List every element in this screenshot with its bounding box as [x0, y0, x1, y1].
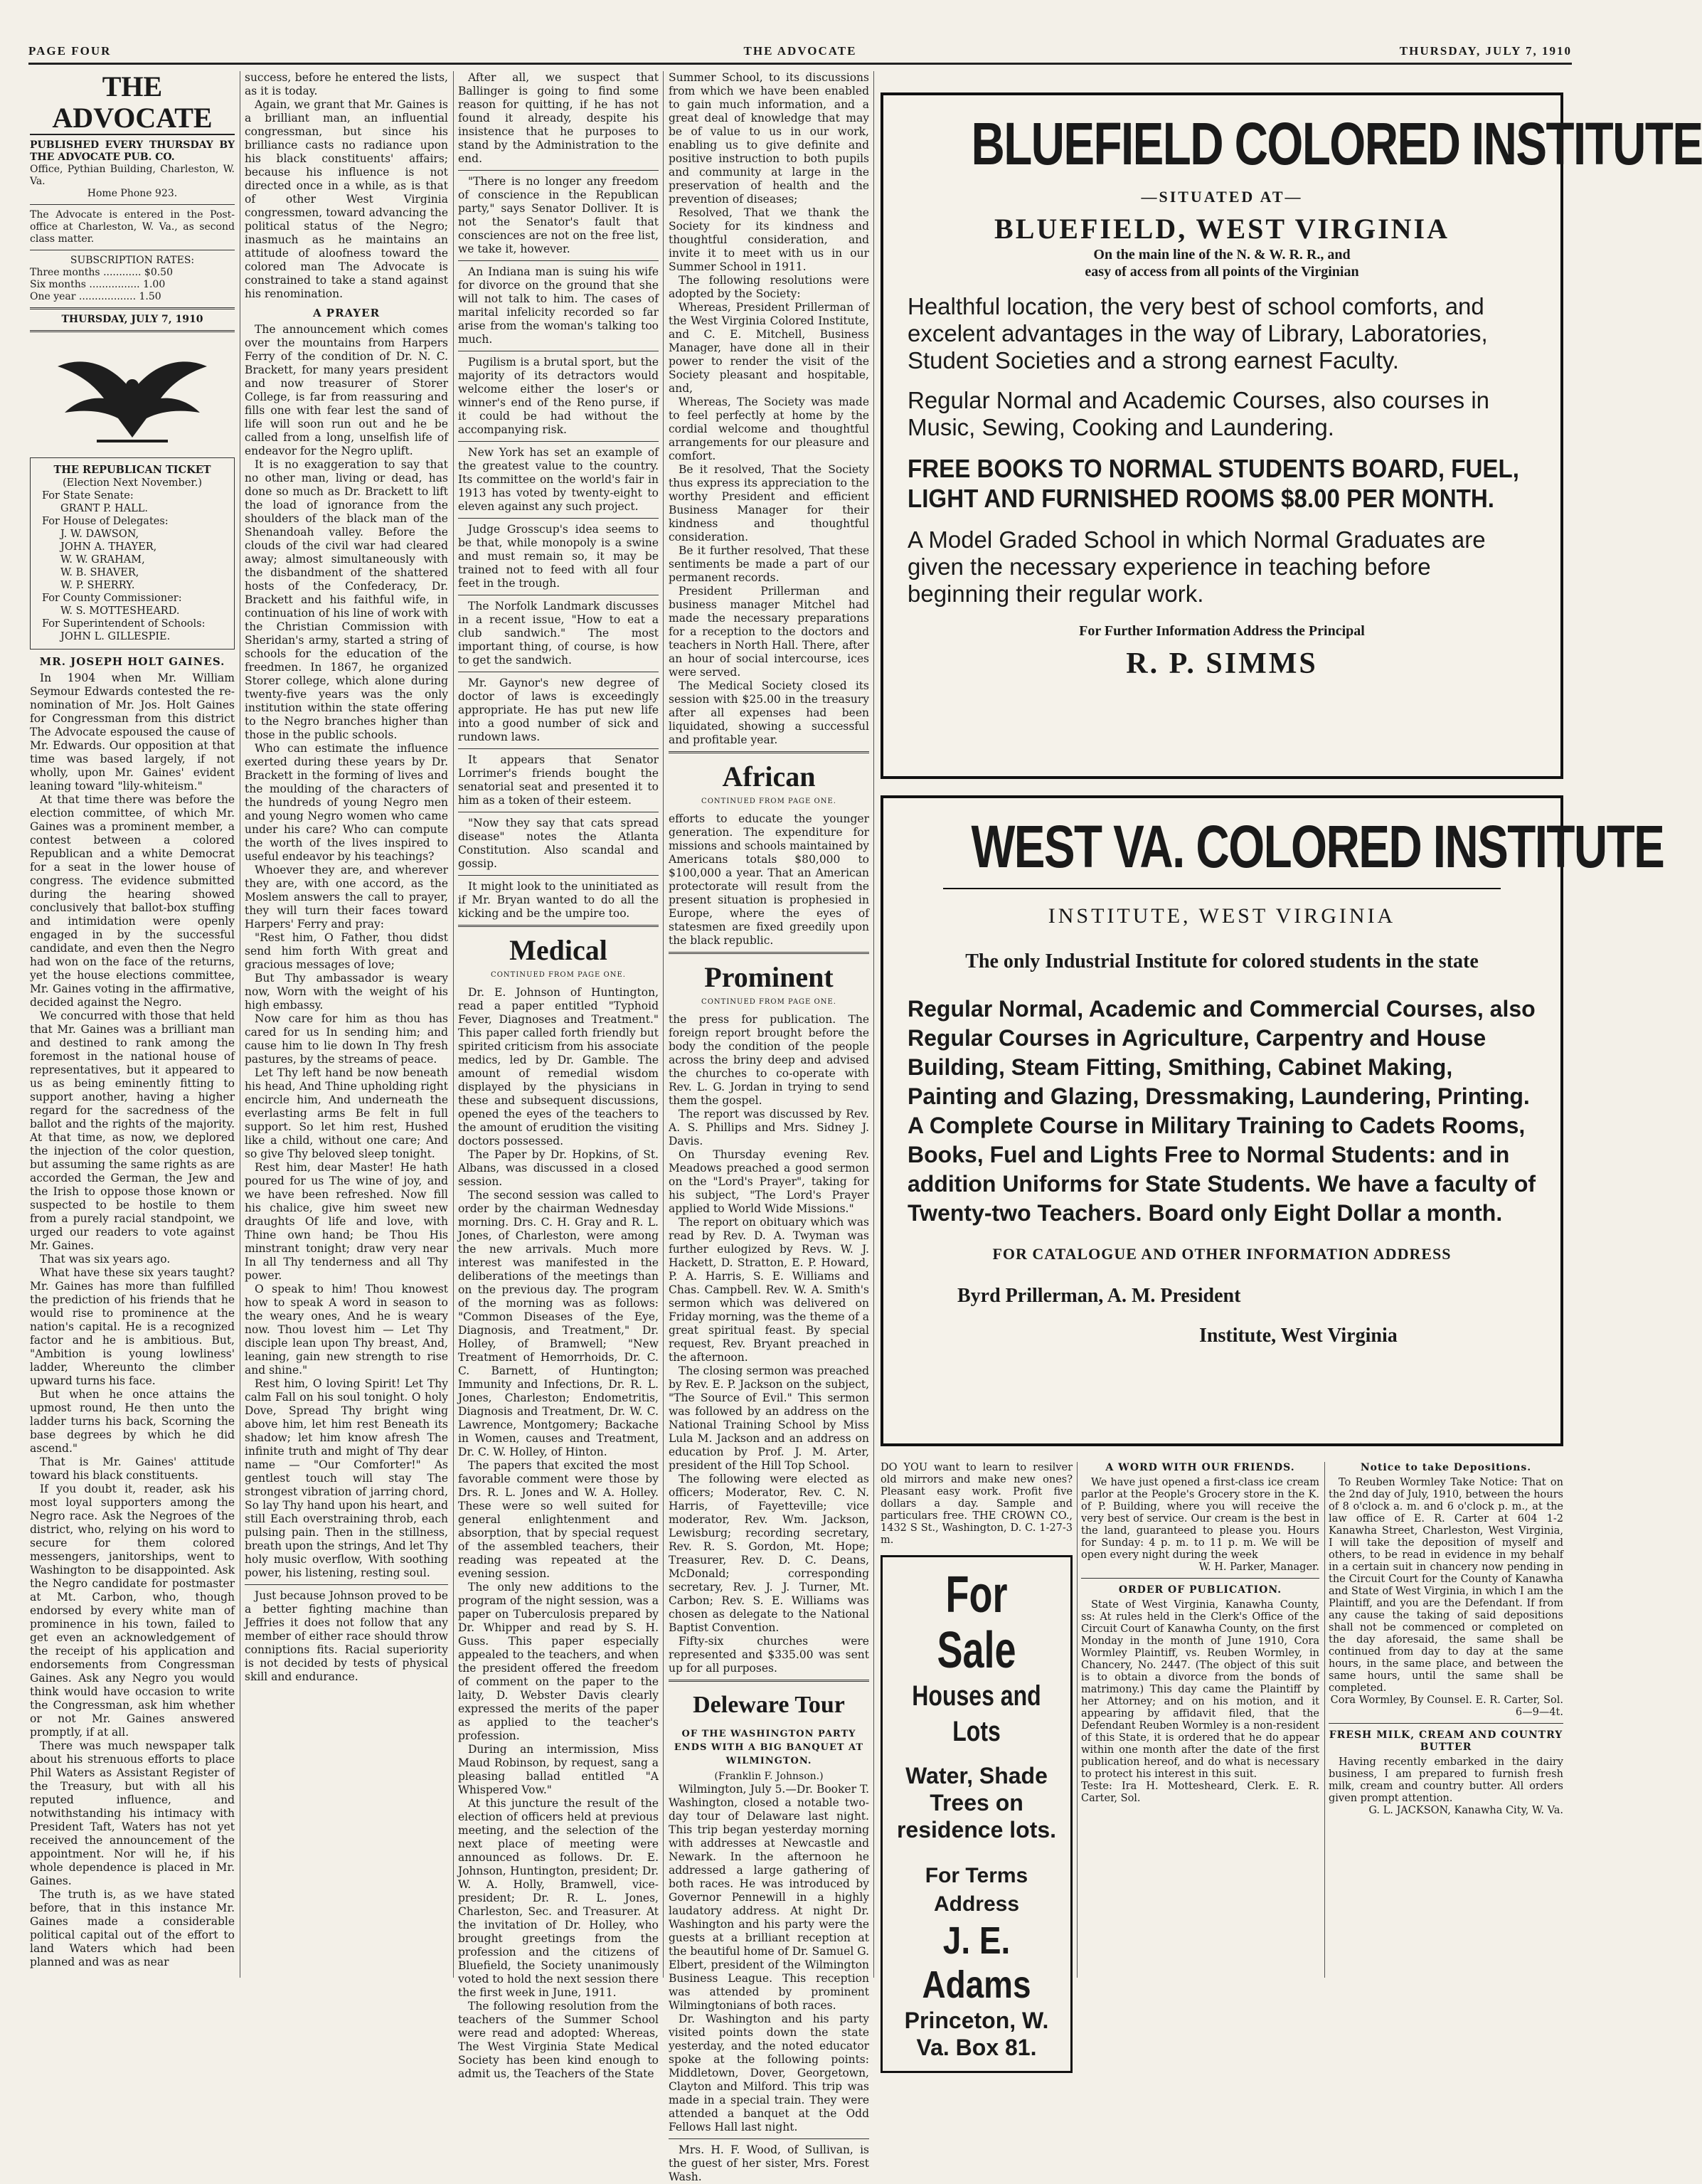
ad-body: A Model Graded School in which Normal Graduates are given the necessary experience in teaching before beginning their regular work. [908, 526, 1486, 607]
prayer-heading: A PRAYER [312, 307, 381, 319]
article-paragraph: The following resolutions were adopted by the Society: [669, 274, 869, 300]
article-paragraph: President Prillerman and business manager Mitchel had made the necessary preparations for a reception to the doctors and teachers in North Hall. There, after an hour of social intercourse, ices were served. [669, 585, 869, 679]
ad-body: Regular Normal, Academic and Commercial Courses, also Regular Courses in Agriculture, Carpentry and House Building, Steam Fitting, Smithing, Cabinet Making, Painting and Glazing, Dressmaking, Laundering, Printing. A Complete Course in Military Training to Cadets Rooms, Books, Fuel and Lights Free to Normal Students: and in addition Uniforms for State Students. We have a faculty of Twenty-two Teachers. Board only Eight Dollar a month. [908, 996, 1536, 1226]
article-paragraph: The following resolution from the teachers of the Summer School were read and adopted: Whereas, The West Virginia State Medical Society has been kind enough to admit us, the Teachers of the State [458, 2000, 659, 2080]
ticket-line: JOHN A. THAYER, [60, 541, 157, 553]
ad-situated: —SITUATED AT— [1141, 188, 1303, 206]
milk-signature: G. L. JACKSON, Kanawha City, W. Va. [1368, 1805, 1563, 1816]
editorial-paragraph: The Norfolk Landmark discusses in a recent issue, "How to eat a club sandwich." The most important thing, of course, is how to get the sandwich. [458, 600, 659, 667]
classifieds [881, 1462, 1563, 2060]
continued-note: CONTINUED FROM PAGE ONE. [491, 971, 626, 979]
article-paragraph: The only new additions to the program of the night session, was a paper on Tuberculosis prepared by Dr. Whipper and read by S. H. Guss. This paper especially appealed to the teachers, and when the president offered the freedom of comment on the paper to the laity, D. Webster Davis clearly expressed the merits of the paper as applied to the teacher's profession. [458, 1581, 659, 1742]
article-paragraph: We concurred with those that held that Mr. Gaines was a brilliant man and destined to rank among the foremost in the national house of representatives, but it appeared to us as being eminently fitting to support another, having a higher regard for the sacredness of the ballot and the rights of the majority. At that time, as now, we deplored the injection of the color question, but assuming the same rights as are accorded the German, the Jew and the Irish to oppose those known or suspected to be hostile to them from a purely racial standpoint, we urged our readers to vote against Mr. Gaines. [30, 1009, 235, 1252]
poem-stanza: Rest him, O loving Spirit! Let Thy calm Fall on his soul tonight. O holy Dove, Spread Thy bright wing above him, let him rest Beneath its shadow; let him know afresh The infinite truth and might of Thy dear name — "Our Comforter!" As gentlest touch will stay The strongest vibration of jarring chord, So lay Thy hand upon his heart, and still Each overstraining throb, each pulsing pain. Then in the stillness, breath upon the strings, And let Thy holy music overflow, With soothing power, his listening, resting soul. [245, 1377, 448, 1579]
ticket-line: W. P. SHERRY. [60, 580, 135, 591]
ad-place: BLUEFIELD, WEST VIRGINIA [994, 213, 1450, 245]
article-paragraph: That is Mr. Gaines' attitude toward his black constituents. [30, 1456, 235, 1482]
bluefield-institute-ad [881, 92, 1702, 779]
republican-ticket [30, 457, 235, 650]
masthead-entered: The Advocate is entered in the Post-office at Charleston, W. Va., as second class matter. [30, 209, 235, 245]
article-paragraph: At that time there was before the election committee, of which Mr. Gaines was a prominent member, a contest between a colored Republican and a white Democrat for a seat in the lower house of congress. The evidence submitted during the hearing showed conclusively that ballot-box stuffing and intimidation were openly engaged in by the successful candidate, and even then the Negro had won on the face of the returns, yet the house elections committee, Mr. Gaines voting in the affirmative, decided against the Negro. [30, 793, 235, 1009]
ad-principal: R. P. SIMMS [1126, 647, 1318, 680]
depositions-body: To Reuben Wormley Take Notice: That on the 2nd day of July, 1910, between the hours of 8 o'clock a. m. and 6 o'clock p. m., at the law office of E. R. Carter at 604 1-2 Kanawha Street, Charleston, West Virginia, I will take the deposition of myself and others, to be read in evidence in my behalf in a certain suit in chancery now pending in the Circuit Court for the County of Kanawha and State of West Virginia, in which I am the Plaintiff, and you are the Defendant. If from any cause the taking of said depositions shall not be commenced or completed on the day aforesaid, the same shall be continued from day to day at the same hours, in the same place, and between the same hours, until the same shall be completed. [1329, 1477, 1563, 1694]
depositions-heading: Notice to take Depositions. [1360, 1462, 1532, 1473]
for-sale-sub: Houses and Lots [912, 1680, 1041, 1747]
column-4 [669, 71, 869, 2183]
article-paragraph: Summer School, to its discussions from which we have been enabled to gain much information, and a great deal of knowledge that may be of value to us in our work, enabling us to give definite and positive instruction to both pupils and community at large in the preservation of health and the prevention of diseases; [669, 71, 869, 206]
editorial-paragraph: Judge Grosscup's idea seems to be that, while monopoly is a swine and must remain so, it may be trained not to feed with all four feet in the trough. [458, 523, 659, 590]
order-heading: ORDER OF PUBLICATION. [1118, 1584, 1282, 1596]
african-heading: African [722, 760, 816, 793]
ad-bold-offer: FREE BOOKS TO NORMAL STUDENTS BOARD, FUEL, LIGHT AND FURNISHED ROOMS $8.00 PER MONTH. [908, 454, 1519, 513]
editorial-paragraph: Pugilism is a brutal sport, but the majority of its detractors would welcome either the loser's or winner's end of the Reno purse, if it could be had without the accompanying risk. [458, 356, 659, 436]
ticket-line: W. S. MOTTESHEARD. [60, 605, 180, 617]
continued-note: CONTINUED FROM PAGE ONE. [701, 797, 836, 805]
ticket-line: GRANT P. HALL. [60, 503, 148, 514]
column-2 [245, 71, 448, 1978]
delaware-heading: Deleware Tour [693, 1692, 845, 1718]
rates-title: SUBSCRIPTION RATES: [70, 255, 195, 266]
article-paragraph: Whoever they are, and wherever they are, with one accord, as the Moslem answers the call to prayer, they will turn their faces toward Harpers' Ferry and pray: [245, 864, 448, 931]
eagle-illustration [30, 338, 235, 452]
ad-body: Healthful location, the very best of school comforts, and excelent advantages in the way of Library, Laboratories, Student Societies and a strong earnest Faculty. [908, 293, 1488, 373]
editorial-paragraph: It appears that Senator Lorrimer's friends bought the senatorial seat and presented it to him as a token of their esteem. [458, 753, 659, 807]
eagle-icon [54, 341, 211, 448]
article-paragraph: Fifty-six churches were represented and $335.00 was sent up for all purposes. [669, 1635, 869, 1675]
editorial-paragraph: An Indiana man is suing his wife for divorce on the ground that she will not talk to him. The cases of marital infelicity recorded so far arise from the woman's talking too much. [458, 265, 659, 346]
article-paragraph: The Medical Society closed its session with $25.00 in the treasury after all expenses had been liquidated, showing a successful and profitable year. [669, 679, 869, 746]
article-paragraph: Mrs. H. F. Wood, of Sullivan, is the guest of her sister, Mrs. Forest Wash. [669, 2143, 869, 2183]
ad-institute: Institute, West Virginia [1199, 1325, 1398, 1347]
article-paragraph: The announcement which comes over the mountains from Harpers Ferry of the condition of Dr. N. C. Brackett, for many years president and now treasurer of Storer College, is far from reassuring and fills one with fear lest the sand of life will soon run out and he be called from a long, unselfish life of endeavor for the Negro uplift. [245, 323, 448, 457]
ticket-line: For Superintendent of Schools: [42, 618, 206, 630]
masthead-date: THURSDAY, JULY 7, 1910 [61, 314, 203, 325]
article-paragraph: The report was discussed by Rev. A. S. Phillips and Mrs. Sidney J. Davis. [669, 1108, 869, 1147]
delaware-subheading: OF THE WASHINGTON PARTY ENDS WITH A BIG BANQUET AT WILMINGTON. [674, 1729, 864, 1766]
poem-stanza: Let Thy left hand be now beneath his head, And Thine upholding right encircle him, And underneath the everlasting arms Be felt in full support. So let him rest, Hushed like a child, without one care; And so give Thy beloved sleep tonight. [245, 1066, 448, 1160]
poem-stanza: Rest him, dear Master! He hath poured for us The wine of joy, and we have been refreshed. Now fill his chalice, give him sweet new draughts Of life and love, with Thine own hand; be Thou His minstrant tonight; draw very near In all Thy tenderness and all Thy power. [245, 1161, 448, 1282]
ad-president: Byrd Prillerman, A. M. President [957, 1285, 1241, 1307]
ticket-line: W. W. GRAHAM, [60, 554, 145, 566]
for-sale-title: For Sale [937, 1567, 1016, 1679]
article-paragraph: But when he once attains the upmost round, He then unto the ladder turns his back, Scorning the base degrees by which he did ascend." [30, 1388, 235, 1455]
classified-column-1 [881, 1462, 1073, 2060]
editorial-paragraph: It might look to the uninitiated as if Mr. Bryan wanted to do all the kicking and be the umpire too. [458, 880, 659, 920]
rate-line: One year .................. 1.50 [30, 291, 161, 302]
milk-heading: FRESH MILK, CREAM AND COUNTRY BUTTER [1329, 1729, 1563, 1753]
medical-heading: Medical [509, 934, 607, 966]
article-paragraph: What have these six years taught? Mr. Gaines has more than fulfilled the prediction of his friends that he would rise to prominence at the nation's capital. He is a recognized factor and he is ambitious. But, "Ambition is young lowliness' ladder, Whereunto the climber upward turns his face. [30, 1266, 235, 1387]
issue-date: THURSDAY, JULY 7, 1910 [1399, 44, 1572, 58]
for-sale-terms: For Terms Address [925, 1864, 1028, 1916]
ticket-line: J. W. DAWSON, [60, 529, 139, 540]
poem-stanza: Now care for him as thou has cared for us In sending him; and cause him to lie down In Thy fresh pastures, by the streams of peace. [245, 1012, 448, 1066]
ticket-line: JOHN L. GILLESPIE. [60, 631, 171, 642]
article-paragraph: It is no exaggeration to say that no other man, living or dead, has done so much as Dr. Brackett to lift the load of ignorance from the shoulders of the black man of the Shenandoah valley. Before the clouds of the civil war had cleared away; almost simultaneously with the disbandment of the shattered hosts of the Confederacy, Dr. Brackett and his faithful wife, in continuation of his line of work with the Christian Commission with Sheridan's army, started a string of schools for the education of the freedmen. In 1867, he organized Storer college, which alone during twenty-five years was the only institution within the state offering to the Negro branches higher than those in the public schools. [245, 458, 448, 741]
article-paragraph: The closing sermon was preached by Rev. E. P. Jackson on the subject, "The Source of Evil." This sermon was followed by an address on the National Training School by Miss Lula M. Jackson and an address on education by Prof. J. M. Arter, president of the Hill Top School. [669, 1364, 869, 1472]
article-paragraph: In 1904 when Mr. William Seymour Edwards contested the re-nomination of Mr. Jos. Holt Gaines for Congressman from this district The Advocate espoused the cause of Mr. Edwards. Our opposition at that time was based largely, if not wholly, upon Mr. Gaines' evident leaning toward "lily-whiteism." [30, 672, 235, 793]
classified-column-3 [1329, 1462, 1563, 1978]
article-paragraph: the press for publication. The foreign report brought before the body the condition of the people across the briny deep and advised the churches to co-operate with Rev. L. G. Jordan in trying to send them the gospel. [669, 1013, 869, 1107]
west-va-institute-ad [881, 795, 1664, 1446]
article-paragraph: The truth is, as we have stated before, that in this instance Mr. Gaines made a considerable political capital out of the effort to land Waters which had been planned and was as near [30, 1888, 235, 1968]
article-paragraph: The following were elected as officers; Moderator, Rev. C. N. Harris, of Fayetteville; vice moderator, Rev. Wm. Jackson, Lewisburg; recording secretary, Rev. R. S. Gordon, Mt. Hope; Treasurer, Rev. D. C. Deans, McDonald; corresponding secretary, Rev. J. J. Turner, Mt. Carbon; Rev. S. E. Williams was chosen as delegate to the National Baptist Convention. [669, 1473, 869, 1634]
column-3 [458, 71, 659, 2080]
article-paragraph: There was much newspaper talk about his strenuous efforts to place Phil Waters as Assistant Register of the Treasury, but with all his reputed influence, and notwithstanding his intimacy with President Taft, Waters has not yet received the announcement of the appointment. Nor will he, if his whole dependence is placed in Mr. Gaines. [30, 1739, 235, 1887]
ad-line: On the main line of the N. & W. R. R., and [1093, 247, 1351, 263]
continued-note: CONTINUED FROM PAGE ONE. [701, 998, 836, 1006]
article-paragraph: That was six years ago. [40, 1253, 171, 1266]
column-rule [453, 71, 454, 1978]
friends-signature: W. H. Parker, Manager. [1198, 1562, 1319, 1573]
ad-catalogue: FOR CATALOGUE AND OTHER INFORMATION ADDRESS [992, 1245, 1452, 1263]
ad-title: BLUEFIELD COLORED INSTITUTE [971, 110, 1702, 177]
article-paragraph: On Thursday evening Rev. Meadows preached a good sermon on the "Lord's Prayer", taking for his subject, "The Lord's Prayer applied to World Wide Missions." [669, 1148, 869, 1215]
article-paragraph: Dr. Washington and his party visited points down the state yesterday, and the noted educator spoke at the following points: Middletown, Dover, Georgetown, Clayton and Milford. This trip was made in a special train. They were attended a banquet at the Odd Fellows Hall last night. [669, 2013, 869, 2133]
depositions-signature: Cora Wormley, By Counsel. E. R. Carter, Sol. 6—9—4t. [1330, 1695, 1563, 1718]
for-sale-name: J. E. Adams [922, 1919, 1031, 2006]
ad-further: For Further Information Address the Principal [1079, 623, 1365, 639]
article-paragraph: efforts to educate the younger generation. The expenditure for missions and schools maintained by Americans totals $80,000 to $100,000 a year. That an American protectorate will result from the present situation is prophesied in Europe, where the eyes of statesmen are fixed greedily upon the black republic. [669, 812, 869, 947]
article-paragraph: If you doubt it, reader, ask his most loyal supporters among the Negro race. Ask the Negroes of the district, who, relying on his word to secure for them colored messengers, janitorships, went to Washington to be disappointed. Ask the Negro candidate for postmaster at Mt. Carbon, who, though endorsed by every white man of prominence in his town, failed to get even an acknowledgement of the receipt of his application and endorsements from Congressman Gaines. Ask any Negro you would think would have occasion to write the Congressman, ask him whether or not Mr. Gaines answered promptly, if at all. [30, 1483, 235, 1739]
friends-body: We have just opened a first-class ice cream parlor at the People's Grocery store in the K. of P. Building, where you will receive the very best of service. Our cream is the best in the land, guaranteed to please you. Hours for Sunday: 4 p. m. to 11 p. m. We will be open every night during the week [1081, 1477, 1319, 1561]
mirror-ad: DO YOU want to learn to resilver old mirrors and make new ones? Pleasant easy work. Profit five dollars a day. Sample and particulars free. THE CROWN CO., 1432 S St., Washington, D. C. 1-27-3 m. [881, 1462, 1073, 1546]
ad-place: INSTITUTE, WEST VIRGINIA [1048, 904, 1396, 928]
ad-industrial: The only Industrial Institute for colored students in the state [965, 950, 1479, 972]
column-rule [873, 71, 874, 1978]
editorial-paragraph: After all, we suspect that Ballinger is going to find some reason for quitting, if he has not found it already, despite his insistence that he purposes to stand by the Administration to the end. [458, 71, 659, 165]
article-paragraph: Whereas, President Prillerman of the West Virginia Colored Institute, and C. E. Mitchell, Business Manager, have done all in their power to render the visit of the Society pleasant and hospitable, and, [669, 301, 869, 395]
ad-title: WEST VA. COLORED INSTITUTE [971, 813, 1664, 880]
masthead-office: Office, Pythian Building, Charleston, W. Va. [30, 164, 235, 187]
ticket-line: For State Senate: [42, 490, 134, 502]
poem-stanza: O speak to him! Thou knowest how to speak A word in season to the weary ones, And he is weary now. Thou lovest him — Let Thy disciple lean upon Thy breast, And, leaning, gain new strength to rise and shine." [245, 1283, 448, 1377]
poem-stanza: "Rest him, O Father, thou didst send him forth With great and gracious messages of love; [245, 931, 448, 971]
editorial-paragraph: New York has set an example of the greatest value to the country. Its committee on the world's fair in 1913 has voted by twenty-eight to eleven against any such project. [458, 446, 659, 513]
article-paragraph: The Paper by Dr. Hopkins, of St. Albans, was discussed in a closed session. [458, 1148, 659, 1188]
article-paragraph: Dr. E. Johnson of Huntington, read a paper entitled "Typhoid Fever, Diagnoses and Treatment." This paper called forth friendly but spirited criticism from his associate medics, led by Dr. Gamble. The amount of remedial wisdom displayed by the physicians in these and subsequent discussions, opened the eyes of the teachers to the amount of erudition the visiting doctors possessed. [458, 986, 659, 1147]
milk-body: Having recently embarked in the dairy business, I am prepared to furnish fresh milk, cream and country butter. All orders given prompt attention. [1329, 1756, 1563, 1804]
article-paragraph: success, before he entered the lists, as it is today. [245, 71, 448, 97]
paper-name: THE ADVOCATE [743, 44, 857, 58]
article-paragraph: Resolved, That we thank the Society for its kindness and thoughtful consideration, and invite it to meet with us in our Summer School in 1911. [669, 206, 869, 273]
ticket-sub: (Election Next November.) [62, 477, 202, 489]
running-header [28, 41, 1572, 65]
masthead-published: PUBLISHED EVERY THURSDAY BY THE ADVOCATE PUB. CO. [30, 139, 235, 163]
editorial-paragraph: "Now they say that cats spread disease" notes the Atlanta Constitution. Also scandal and gossip. [458, 817, 659, 870]
article-paragraph: Wilmington, July 5.—Dr. Booker T. Washington, closed a notable two-day tour of Delaware last night. This trip began yesterday morning with addresses at Newcastle and Newark. In the afternoon he addressed a large gathering of both races. He was introduced by Governor Pennewill in a highly laudatory address. At night Dr. Washington and his party were the guests at a brilliant reception at the beautiful home of Dr. Samuel G. Elbert, president of the Wilmington Business League. This reception was attended by prominent Wilmingtonians of both races. [669, 1783, 869, 2012]
editorial-paragraph: "There is no longer any freedom of conscience in the Republican party," says Senator Dolliver. It is not the Senator's fault that consciences are not on the free list, we take it, however. [458, 175, 659, 255]
masthead-title: THE ADVOCATE [30, 71, 235, 135]
article-paragraph: The papers that excited the most favorable comment were those by Drs. R. L. Jones and W. A. Holley. These were so well suited for general enlightenment and absorption, that by special request of the assembled teachers, their reading was repeated at the evening session. [458, 1459, 659, 1580]
ticket-line: For County Commissioner: [42, 593, 182, 604]
article-paragraph: Be it resolved, That the Society thus express its appreciation to the worthy President and efficient Business Manager for their kindness and thoughtful consideration. [669, 463, 869, 544]
article-heading: MR. JOSEPH HOLT GAINES. [39, 655, 225, 668]
order-signature: Teste: Ira H. Mottesheard, Clerk. E. R. Carter, Sol. [1081, 1781, 1319, 1804]
page-number: PAGE FOUR [28, 44, 112, 58]
for-sale-address: Princeton, W. Va. Box 81. [904, 2008, 1049, 2060]
classified-column-2 [1081, 1462, 1319, 1978]
column-1 [30, 71, 235, 1978]
article-paragraph: Be it further resolved, That these sentiments be made a part of our permanent records. [669, 544, 869, 584]
ad-body: Regular Normal and Academic Courses, also courses in Music, Sewing, Cooking and Laundering. [908, 387, 1490, 440]
prominent-heading: Prominent [704, 961, 834, 993]
ticket-line: W. B. SHAVER, [60, 567, 139, 578]
masthead-phone: Home Phone 923. [87, 188, 178, 199]
article-paragraph: The second session was called to order by the chairman Wednesday morning. Drs. C. H. Gray and R. L. Jones, of Charleston, were among the new arrivals. Much more interest was manifested in the deliberations of the meetings than on the previous day. The program of the morning was as follows: "Common Diseases of the Eye, Diagnosis, and Treatment," Dr. Holley, of Bramwell; "New Treatment of Hemorrhoids, Dr. C. C. Barnett, of Huntington; Immunity and Infections, Dr. R. L. Jones, Charleston; Endometritis, Diagnosis and Treatment, Dr. W. C. Lawrence, Montgomery; Backache in Women, causes and Treatment, Dr. C. W. Holley, of Hinton. [458, 1189, 659, 1458]
column-rule [1324, 1462, 1325, 1978]
friends-heading: A WORD WITH OUR FRIENDS. [1105, 1462, 1295, 1473]
ticket-line: For House of Delegates: [42, 516, 169, 527]
column-rule [663, 71, 664, 1978]
article-paragraph: Who can estimate the influence exerted during these years by Dr. Brackett in the forming of lives and the moulding of the characters of the hundreds of young Negro men and young Negro women who came under his care? Who can compute the worth of the lives inspired to useful endeavor by his teachings? [245, 742, 448, 863]
article-paragraph: Just because Johnson proved to be a better fighting machine than Jeffries it does not follow that any member of either race should throw conniptions fits. Racial superiority is not decided by tests of physical skill and endurance. [245, 1589, 448, 1683]
ad-line: easy of access from all points of the Virginian [1085, 264, 1359, 280]
article-paragraph: During an intermission, Miss Maud Robinson, by request, sang a pleasing ballad entitled "A Whispered Vow." [458, 1743, 659, 1796]
for-sale-ad [881, 1555, 1073, 2073]
article-paragraph: The report on obituary which was read by Rev. D. A. Twyman was further eulogized by Revs. W. J. Hackett, D. Stratton, E. P. Howard, P. A. Harris, S. E. Williams and Chas. Campbell. Rev. W. A. Smith's sermon which was delivered on Friday morning, was the theme of a great spiritual feast. By special request, Rev. Bryant preached in the afternoon. [669, 1216, 869, 1364]
rate-line: Three months ............ $0.50 [30, 267, 173, 278]
article-paragraph: Whereas, The Society was made to feel perfectly at home by the cordial welcome and thoughtful arrangements for our pleasure and comfort. [669, 396, 869, 462]
column-rule [1077, 1462, 1078, 1978]
ticket-title: THE REPUBLICAN TICKET [53, 464, 211, 476]
article-paragraph: At this juncture the result of the election of officers held at previous meeting, and the selection of the next place of meeting were announced as follows. Dr. E. Johnson, Huntington, president; Dr. W. A. Holly, Bramwell, vice-president; Dr. R. L. Jones, Charleston, Sec. and Treasurer. At the invitation of Dr. Holley, who brought greetings from the profession and the citizens of Bluefield, the Society unanimously voted to hold the next session there the first week in June, 1911. [458, 1797, 659, 1999]
order-body: State of West Virginia, Kanawha County, ss: At rules held in the Clerk's Office of the Circuit Court of Kanawha County, on the first Monday in the month of June 1910, Cora Wormley Plaintiff, vs. Reuben Wormley, in Chancery, No. 2447. (The object of this suit is to obtain a divorce from the bonds of matrimony.) This day came the Plaintiff by her Attorney; and on his motion, and it appearing by affidavit filed, that the Defendant Reuben Wormley is a non-resident of this State, it is ordered that he do appear within one month after the date of the first publication hereof, and do what is necessary to protect his interest in this suit. [1081, 1599, 1319, 1780]
editorial-paragraph: Mr. Gaynor's new degree of doctor of laws is exceedingly appropriate. He has put new life into a good number of sick and rundown laws. [458, 677, 659, 743]
byline: (Franklin F. Johnson.) [714, 1771, 824, 1782]
poem-stanza: But Thy ambassador is weary now, Worn with the weight of his high embassy. [245, 972, 448, 1012]
for-sale-detail: Water, Shade Trees on residence lots. [896, 1763, 1057, 1843]
rate-line: Six months ................ 1.00 [30, 279, 166, 290]
article-paragraph: Again, we grant that Mr. Gaines is a brilliant man, an influential congressman, but since his brilliance casts no radiance upon his black constituents' affairs; because his influence is not directed once in a while, as is that of other West Virginia congressmen, toward advancing the political status of the Negro; inasmuch as he maintains an attitude of aloofness toward the colored man The Advocate is constrained to take a stand against his renomination. [245, 98, 448, 300]
